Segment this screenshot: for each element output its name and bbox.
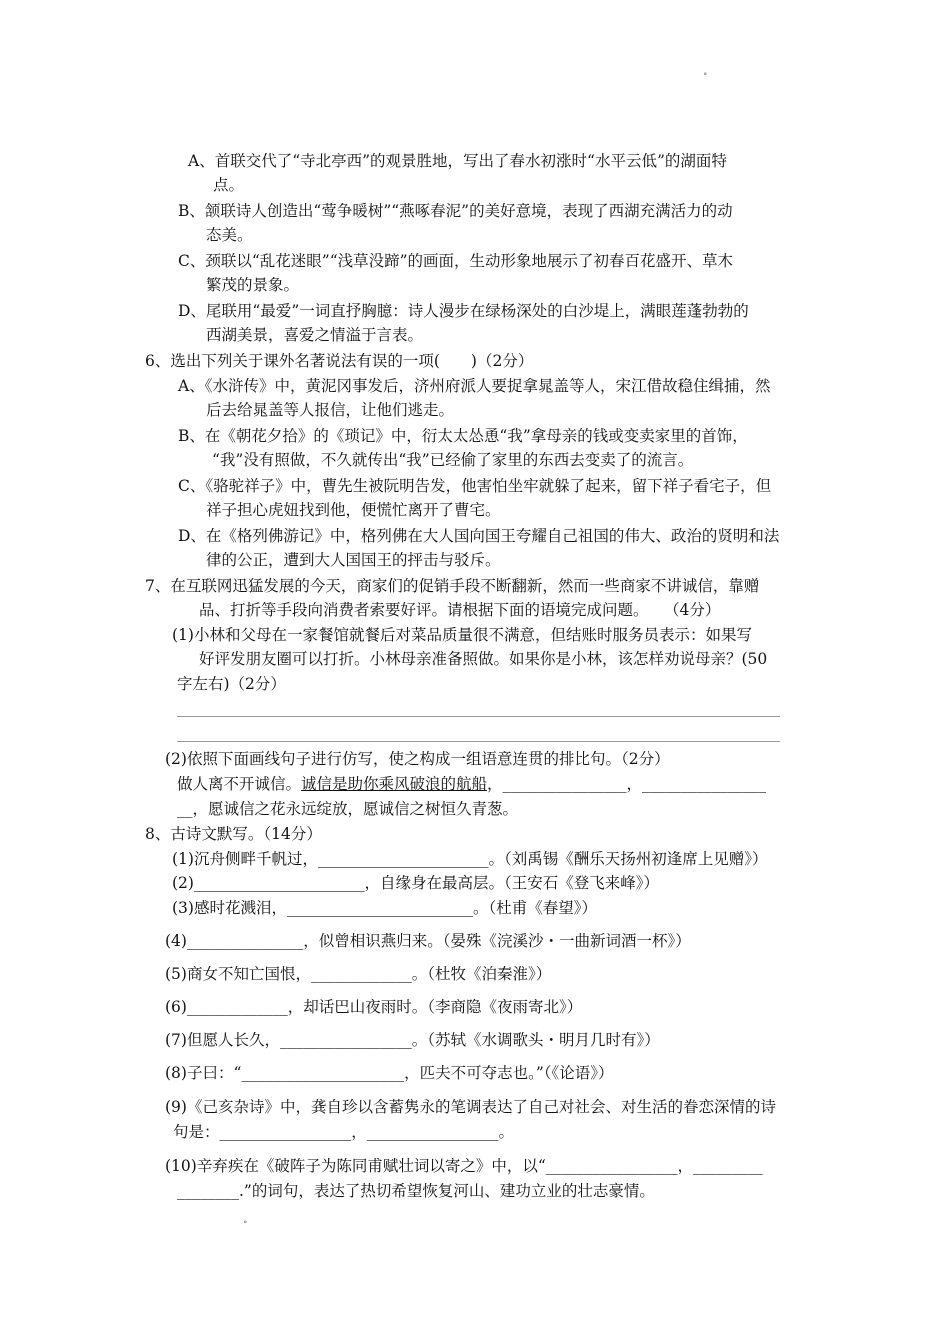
q5-option-c-line2: 繁茂的景象。 (206, 276, 300, 294)
q8-item-2[interactable]: (2)______________________，自缘身在最高层。（王安石《登飞来峰》） (172, 874, 659, 892)
q8-item-10-line2[interactable]: ________.”的词句，表达了热切希望恢复河山、建功立业的壮志豪情。 (177, 1182, 655, 1200)
q5-option-b-line2: 态美。 (206, 226, 253, 244)
q7-stem-line2: 品、打折等手段向消费者索要好评。请根据下面的语境完成问题。 （4分） (199, 601, 721, 619)
q5-option-b-line1: B、颔联诗人创造出“莺争暖树”“燕啄春泥”的美好意境，表现了西湖充满活力的动 (178, 202, 733, 220)
q5-option-a-line2: 点。 (213, 176, 245, 194)
q7-part2-underlined-example: 诚信是助你乘风破浪的航船 (301, 775, 488, 793)
q8-item-4[interactable]: (4)_______________，似曾相识燕归来。（晏殊《浣溪沙・一曲新词酒一杯》） (165, 932, 691, 950)
q8-item-6[interactable]: (6)_____________，却话巴山夜雨时。（李商隐《夜雨寄北》） (165, 998, 583, 1016)
q6-option-d-line2: 律的公正，遭到大人国国王的抨击与驳斥。 (206, 551, 501, 569)
q8-item-5[interactable]: (5)商女不知亡国恨，_____________。（杜牧《泊秦淮》） (165, 965, 552, 983)
q7-part2-line2 (177, 773, 766, 795)
q5-option-d-line2: 西湖美景，喜爱之情溢于言表。 (206, 326, 424, 344)
q7-part1-line3: 字左右)（2分） (177, 675, 286, 693)
q8-item-9-line2[interactable]: 句是：_________________，_________________。 (173, 1123, 515, 1141)
q7-answer-line-2[interactable] (177, 741, 780, 742)
q6-stem: 6、选出下列关于课外名著说法有误的一项( )（2分） (145, 352, 534, 370)
q5-option-d-line1: D、尾联用“最爱”一词直抒胸臆：诗人漫步在绿杨深处的白沙堤上，满眼莲蓬勃勃的 (178, 302, 749, 320)
q8-item-8[interactable]: (8)子曰：“_____________________，匹夫不可夺志也。”（《论语》） (165, 1064, 614, 1082)
q8-stem: 8、古诗文默写。（14分） (145, 825, 322, 843)
q7-part2-lead: 做人离不开诚信。 (177, 775, 302, 793)
q6-option-a-line1: A、《水浒传》中，黄泥冈事发后，济州府派人要捉拿晁盖等人，宋江借故稳住缉捕，然 (178, 377, 771, 395)
q7-part2-line1: (2)依照下面画线句子进行仿写，使之构成一组语意连贯的排比句。（2分） (165, 750, 670, 768)
q7-answer-line-1[interactable] (177, 716, 780, 717)
q8-item-3[interactable]: (3)感时花溅泪，________________________。（杜甫《春望》） (172, 899, 597, 917)
q8-item-9-line1: (9)《己亥杂诗》中，龚自珍以含蓄隽永的笔调表达了自己对社会、对生活的眷恋深情的诗 (165, 1098, 776, 1116)
q5-option-a-line1: A、首联交代了“寺北亭西”的观景胜地，写出了春水初涨时“水平云低”的湖面特 (188, 152, 727, 170)
q6-option-c-line1: C、《骆驼祥子》中，曹先生被阮明告发，他害怕坐牢就躲了起来，留下祥子看宅子，但 (178, 477, 772, 495)
q6-option-b-line2: “我”没有照做，不久就传出“我”已经偷了家里的东西去变卖了的流言。 (212, 451, 694, 469)
q8-item-1[interactable]: (1)沉舟侧畔千帆过，______________________。（刘禹锡《酬乐天扬州初逢席上见赠》） (172, 850, 768, 868)
q8-item-7[interactable]: (7)但愿人长久，_________________。（苏轼《水调歌头・明月几时有》） (165, 1031, 660, 1049)
page-mark-top: ˚ (703, 74, 708, 84)
q6-option-b-line1: B、在《朝花夕拾》的《琐记》中，衍太太怂恿“我”拿母亲的钱或变卖家里的首饰， (178, 427, 748, 445)
page-mark-bottom: ˚ (243, 1222, 248, 1232)
q7-part1-line1: (1)小林和父母在一家餐馆就餐后对菜品质量很不满意，但结账时服务员表示：如果写 (172, 626, 752, 644)
q7-stem-line1: 7、在互联网迅猛发展的今天，商家们的促销手段不断翻新，然而一些商家不讲诚信，靠赠 (145, 577, 760, 595)
q7-part2-blanks[interactable]: ，________________，________________ (487, 775, 767, 793)
q6-option-a-line2: 后去给晁盖等人报信，让他们逃走。 (206, 401, 455, 419)
q5-option-c-line1: C、颈联以“乱花迷眼”“浅草没蹄”的画面，生动形象地展示了初春百花盛开、草木 (178, 252, 734, 270)
q7-part2-line3: __，愿诚信之花永远绽放，愿诚信之树恒久青葱。 (177, 800, 519, 818)
q6-option-d-line1: D、在《格列佛游记》中，格列佛在大人国向国王夸耀自己祖国的伟大、政治的贤明和法 (178, 527, 780, 545)
q8-item-10-line1[interactable]: (10)辛弃疾在《破阵子为陈同甫赋壮词以寄之》中，以“_________________，_________ (165, 1157, 763, 1175)
q6-option-c-line2: 祥子担心虎妞找到他，便慌忙离开了曹宅。 (206, 501, 501, 519)
q7-part1-line2: 好评发朋友圈可以打折。小林母亲准备照做。如果你是小林，该怎样劝说母亲？(50 (199, 650, 768, 668)
